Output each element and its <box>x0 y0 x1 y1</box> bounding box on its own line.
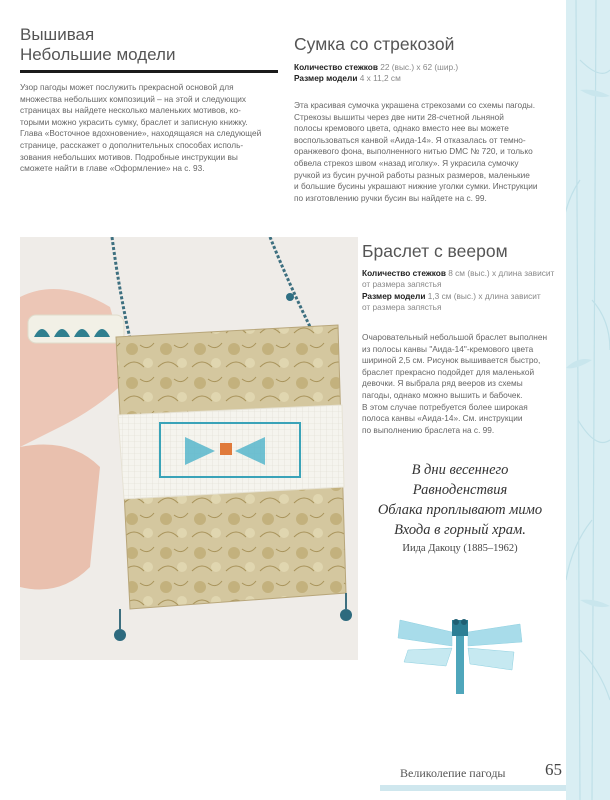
body-line: браслет прекрасно подойдет для маленькой <box>362 366 535 377</box>
section-kicker: Вышивая <box>20 25 95 44</box>
haiku-line: В дни весеннего <box>411 462 509 478</box>
body-line: пагоды, однако можно вышить и бабочек. <box>362 389 523 400</box>
haiku-author: Иида Дакоцу (1885–1962) <box>402 543 518 554</box>
body-line: Эта красивая сумочка украшена стрекозами со схемы пагоды. <box>294 100 536 110</box>
bracelet-heading: Браслет с веером <box>362 241 508 261</box>
body-line: ручкой из бусин ручной работы разных размеров, маленькие <box>294 169 530 180</box>
body-line: по выполнению браслета на с. 99. <box>362 424 495 435</box>
intro-line: торыми можно украсить сумку, браслет и записную книжку. <box>20 116 248 127</box>
model-size-label: Размер модели <box>362 290 426 301</box>
page-title: Небольшие модели <box>20 45 176 64</box>
intro-line: Глава «Восточное вдохновение», находящаяся на следующей <box>20 128 262 139</box>
body-line: полоса канвы «Аида-14». См. инструкции <box>362 413 523 424</box>
body-line: Очаровательный небольшой браслет выполнен <box>362 332 548 342</box>
stitch-count-value: 8 см (выс.) x длина зависит <box>445 268 555 278</box>
body-line: В этом случае потребуется более широкая <box>362 401 528 412</box>
stitch-count-value-cont: от размера запястья <box>362 279 442 290</box>
decorative-sidebar <box>566 0 610 800</box>
model-size-value: 1,3 см (выс.) x длина зависит <box>425 290 541 301</box>
stitch-count-label: Количество стежков <box>362 268 446 278</box>
bracelet-specs <box>362 268 562 314</box>
model-size-value: 4 x 11,2 см <box>357 73 401 84</box>
body-line: Стрекозы вышиты через две нити 28-счетной льняной <box>294 111 504 122</box>
intro-line: зования небольших мотивов. Подробные инструкции вы <box>20 151 238 162</box>
body-line: и большие бусины украшают нижние уголки сумки. Инструкции <box>294 181 538 192</box>
body-line: шириной 2,5 см. Рисунок вышивается быстро, <box>362 355 541 366</box>
page-number: 65 <box>545 760 562 779</box>
body-line: из полосы канвы "Аида-14"-кремового цвета <box>362 343 534 354</box>
intro-line: сможете найти в главе «Оформление» на с. 93. <box>20 163 205 174</box>
bamboo-leaf-icon <box>566 0 610 800</box>
body-line: полосы кремового цвета, однако вместо нее вы можете <box>294 123 509 134</box>
body-line: оранжевого фона, выполненного нитью DMC № 720, и только <box>294 146 533 157</box>
bag-description <box>294 100 564 204</box>
stitch-count-label: Количество стежков <box>294 62 378 72</box>
model-size-label: Размер модели <box>294 73 358 84</box>
bag-heading: Сумка со стрекозой <box>294 34 455 54</box>
title-divider <box>20 70 278 73</box>
body-line: обвела стрекоз швом «назад иголку». Я украсила сумочку <box>294 157 519 168</box>
body-line: девочки. Я выбрала ряд вееров из схемы <box>362 378 523 389</box>
haiku-line: Входа в горный храм. <box>394 522 526 538</box>
intro-line: странице, расскажет о дополнительных способах исполь- <box>20 139 244 150</box>
intro-paragraph <box>20 82 278 175</box>
body-line: по изготовлению ручки бусин вы найдете на с. 99. <box>294 192 487 203</box>
haiku-line: Равноденствия <box>412 482 508 498</box>
haiku <box>360 460 560 540</box>
bag-specs <box>294 62 564 85</box>
intro-line: Узор пагоды может послужить прекрасной основой для <box>20 82 234 92</box>
stitch-count-value: 22 (выс.) x 62 (шир.) <box>377 62 459 72</box>
dragonfly-motif-icon <box>390 590 530 700</box>
bag-and-bracelet-photo <box>20 237 358 660</box>
bracelet-description <box>362 332 562 436</box>
running-footer: Великолепие пагоды <box>400 766 506 780</box>
footer-band <box>380 785 566 791</box>
haiku-line: Облака проплывают мимо <box>377 502 543 518</box>
model-size-value-cont: от размера запястья <box>362 302 442 313</box>
intro-line: страницах вы найдете несколько маленьких мотивов, ко- <box>20 105 241 116</box>
body-line: воспользоваться канвой «Аида-14». Я отказалась от темно- <box>294 134 526 145</box>
photo-illustration-icon <box>20 237 358 660</box>
intro-line: множества небольших композиций – на этой и следующих <box>20 93 247 104</box>
